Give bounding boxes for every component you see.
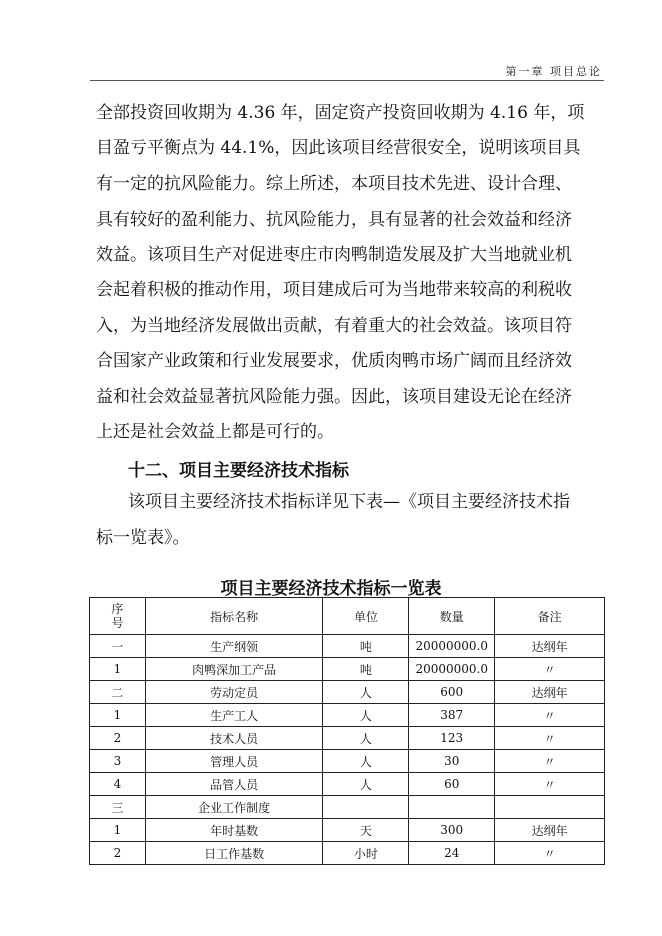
cell-qty: 20000000.0 bbox=[409, 658, 495, 681]
cell-seq: 三 bbox=[90, 796, 146, 819]
paragraph-line: 入，为当地经济发展做出贡献，有着重大的社会效益。该项目符 bbox=[96, 316, 572, 336]
cell-qty: 123 bbox=[409, 727, 495, 750]
table-row bbox=[90, 842, 605, 865]
cell-name: 生产纲领 bbox=[145, 635, 323, 658]
cell-qty bbox=[409, 796, 495, 819]
table-row bbox=[90, 704, 605, 727]
intro-line: 该项目主要经济技术指标详见下表—《项目主要经济技术指 bbox=[128, 492, 570, 512]
paragraph-line: 目盈亏平衡点为 44.1%，因此该项目经营很安全，说明该项目具 bbox=[96, 138, 581, 158]
cell-qty: 30 bbox=[409, 750, 495, 773]
cell-unit: 天 bbox=[323, 819, 409, 842]
cell-qty: 387 bbox=[409, 704, 495, 727]
cell-note: 〃 bbox=[495, 704, 605, 727]
table-row bbox=[90, 727, 605, 750]
cell-note: 达纲年 bbox=[495, 819, 605, 842]
cell-qty: 20000000.0 bbox=[409, 635, 495, 658]
cell-unit: 人 bbox=[323, 773, 409, 796]
header-unit: 单位 bbox=[323, 598, 409, 635]
header-name: 指标名称 bbox=[145, 598, 323, 635]
cell-seq: 二 bbox=[90, 681, 146, 704]
cell-unit: 人 bbox=[323, 727, 409, 750]
cell-note: 〃 bbox=[495, 658, 605, 681]
header-seq-top: 序 bbox=[111, 602, 124, 616]
cell-qty: 60 bbox=[409, 773, 495, 796]
cell-note: 达纲年 bbox=[495, 635, 605, 658]
cell-name: 日工作基数 bbox=[145, 842, 323, 865]
cell-unit bbox=[323, 796, 409, 819]
cell-note: 〃 bbox=[495, 750, 605, 773]
cell-seq: 1 bbox=[90, 819, 146, 842]
cell-note: 〃 bbox=[495, 773, 605, 796]
cell-name: 肉鸭深加工产品 bbox=[145, 658, 323, 681]
table-title: 项目主要经济技术指标一览表 bbox=[220, 579, 442, 599]
paragraph-line: 全部投资回收期为 4.36 年，固定资产投资回收期为 4.16 年，项 bbox=[96, 103, 585, 123]
chapter-header: 第一章 项目总论 bbox=[505, 65, 602, 78]
cell-seq: 2 bbox=[90, 842, 146, 865]
cell-unit: 人 bbox=[323, 681, 409, 704]
table-row bbox=[90, 658, 605, 681]
cell-seq: 1 bbox=[90, 704, 146, 727]
header-rule bbox=[90, 80, 604, 81]
table-header-row bbox=[90, 598, 605, 635]
intro-line: 标一览表》。 bbox=[96, 528, 190, 548]
paragraph-line: 具有较好的盈利能力、抗风险能力，具有显著的社会效益和经济 bbox=[96, 210, 572, 230]
cell-qty: 24 bbox=[409, 842, 495, 865]
table-row bbox=[90, 750, 605, 773]
header-seq bbox=[90, 598, 146, 635]
paragraph-line: 上还是社会效益上都是可行的。 bbox=[96, 422, 334, 442]
cell-seq: 一 bbox=[90, 635, 146, 658]
cell-name: 企业工作制度 bbox=[145, 796, 323, 819]
cell-qty: 300 bbox=[409, 819, 495, 842]
cell-qty: 600 bbox=[409, 681, 495, 704]
cell-name: 管理人员 bbox=[145, 750, 323, 773]
cell-note bbox=[495, 796, 605, 819]
cell-unit: 人 bbox=[323, 750, 409, 773]
cell-name: 年时基数 bbox=[145, 819, 323, 842]
cell-seq: 3 bbox=[90, 750, 146, 773]
cell-name: 劳动定员 bbox=[145, 681, 323, 704]
cell-unit: 吨 bbox=[323, 635, 409, 658]
table-row bbox=[90, 635, 605, 658]
cell-unit: 吨 bbox=[323, 658, 409, 681]
indicator-table bbox=[89, 597, 605, 865]
cell-seq: 1 bbox=[90, 658, 146, 681]
cell-seq: 2 bbox=[90, 727, 146, 750]
cell-name: 技术人员 bbox=[145, 727, 323, 750]
cell-note: 达纲年 bbox=[495, 681, 605, 704]
cell-name: 品管人员 bbox=[145, 773, 323, 796]
paragraph-line: 效益。该项目生产对促进枣庄市肉鸭制造发展及扩大当地就业机 bbox=[96, 245, 572, 265]
header-note: 备注 bbox=[495, 598, 605, 635]
cell-seq: 4 bbox=[90, 773, 146, 796]
table-row bbox=[90, 681, 605, 704]
table-row bbox=[90, 796, 605, 819]
header-seq-bottom: 号 bbox=[111, 616, 124, 630]
paragraph-line: 益和社会效益显著抗风险能力强。因此，该项目建设无论在经济 bbox=[96, 387, 572, 407]
paragraph-line: 合国家产业政策和行业发展要求，优质肉鸭市场广阔而且经济效 bbox=[96, 351, 572, 371]
paragraph-line: 有一定的抗风险能力。综上所述，本项目技术先进、设计合理、 bbox=[96, 174, 572, 194]
table-row bbox=[90, 773, 605, 796]
cell-name: 生产工人 bbox=[145, 704, 323, 727]
cell-unit: 人 bbox=[323, 704, 409, 727]
cell-note: 〃 bbox=[495, 842, 605, 865]
table-row bbox=[90, 819, 605, 842]
paragraph-line: 会起着积极的推动作用，项目建成后可为当地带来较高的利税收 bbox=[96, 280, 572, 300]
section-heading: 十二、项目主要经济技术指标 bbox=[128, 461, 349, 481]
header-qty: 数量 bbox=[409, 598, 495, 635]
cell-unit: 小时 bbox=[323, 842, 409, 865]
cell-note: 〃 bbox=[495, 727, 605, 750]
